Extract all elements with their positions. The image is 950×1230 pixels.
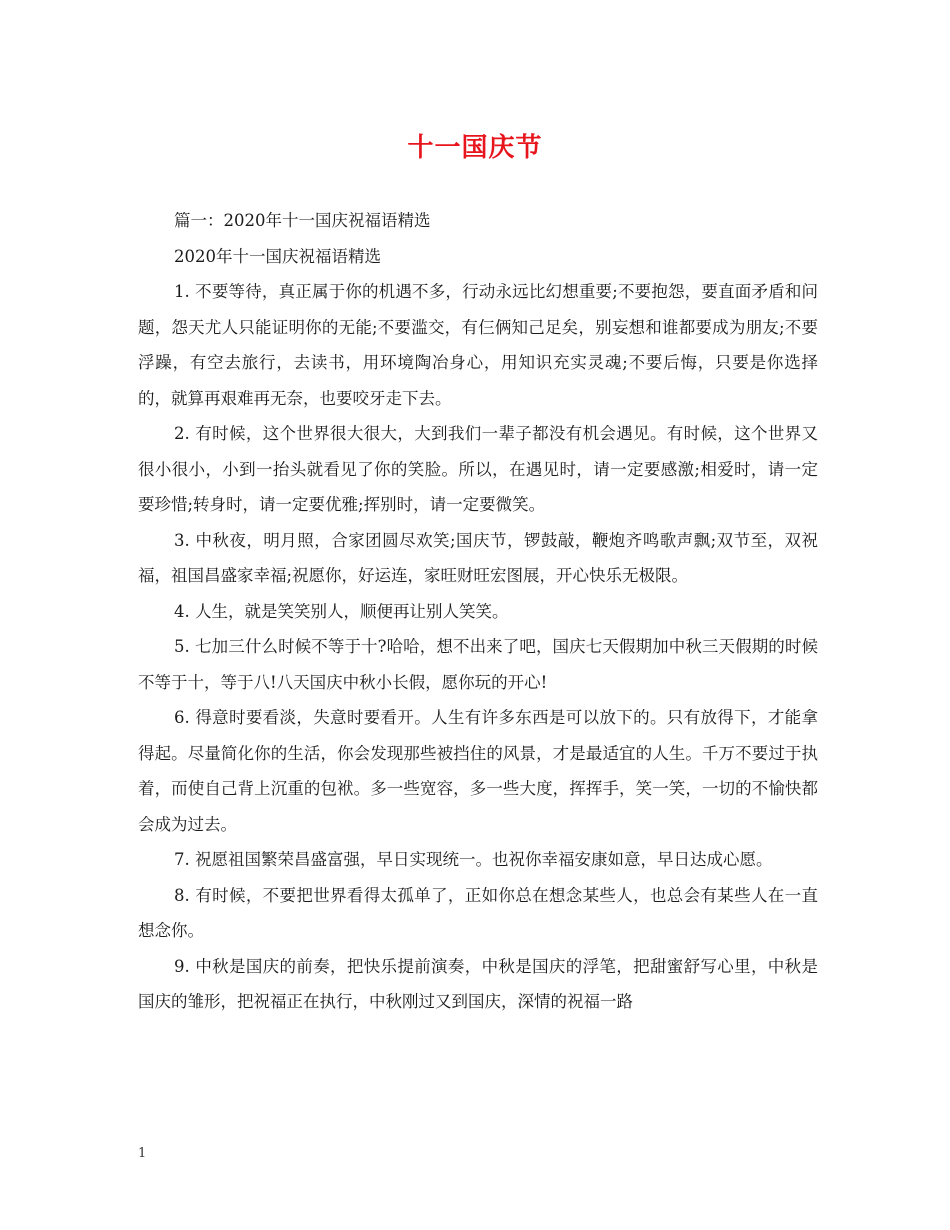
paragraph-item-6: 6. 得意时要看淡，失意时要看开。人生有许多东西是可以放下的。只有放得下，才能拿得起。尽量简化你的生活，你会发现那些被挡住的风景，才是最适宜的人生。千万不要过于执着，而使自己背上沉重的包袱。多一些宽容，多一些大度，挥挥手，笑一笑，一切的不愉快都会成为过去。 [138,708,818,834]
paragraph-item-1: 1. 不要等待，真正属于你的机遇不多，行动永远比幻想重要;不要抱怨，要直面矛盾和问题，怨天尤人只能证明你的无能;不要滥交，有仨俩知己足矣，别妄想和谁都要成为朋友;不要浮躁，有空去旅行，去读书，用环境陶冶身心，用知识充实灵魂;不要后悔，只要是你选择的，就算再艰难再无奈，也要咬牙走下去。 [138,282,818,408]
paragraph-item-8: 8. 有时候，不要把世界看得太孤单了，正如你总在想念某些人，也总会有某些人在一直想念你。 [138,885,818,940]
paragraph-item-3: 3. 中秋夜，明月照，合家团圆尽欢笑;国庆节，锣鼓敲，鞭炮齐鸣歌声飘;双节至，双祝福，祖国昌盛家幸福;祝愿你，好运连，家旺财旺宏图展，开心快乐无极限。 [138,530,818,585]
paragraph-item-9: 9. 中秋是国庆的前奏，把快乐提前演奏，中秋是国庆的浮笔，把甜蜜舒写心里，中秋是国庆的雏形，把祝福正在执行，中秋刚过又到国庆，深情的祝福一路 [138,956,818,1011]
section-heading: 篇一：2020年十一国庆祝福语精选 [174,211,431,230]
document-title: 十一国庆节 [407,133,543,163]
paragraph-item-5: 5. 七加三什么时候不等于十?哈哈，想不出来了吧，国庆七天假期加中秋三天假期的时候不等于十，等于八!八天国庆中秋小长假，愿你玩的开心! [138,637,818,692]
paragraph-item-7: 7. 祝愿祖国繁荣昌盛富强，早日实现统一。也祝你幸福安康如意，早日达成心愿。 [174,850,773,869]
page-number: 1 [138,1146,147,1161]
subheading: 2020年十一国庆祝福语精选 [174,246,381,266]
document-body [138,203,818,1020]
paragraph-item-4: 4. 人生，就是笑笑别人，顺便再让别人笑笑。 [174,601,509,621]
paragraph-item-2: 2. 有时候，这个世界很大很大，大到我们一辈子都没有机会遇见。有时候，这个世界又很小很小，小到一抬头就看见了你的笑脸。所以，在遇见时，请一定要感激;相爱时，请一定要珍惜;转身时，请一定要优雅;挥别时，请一定要微笑。 [138,424,818,514]
